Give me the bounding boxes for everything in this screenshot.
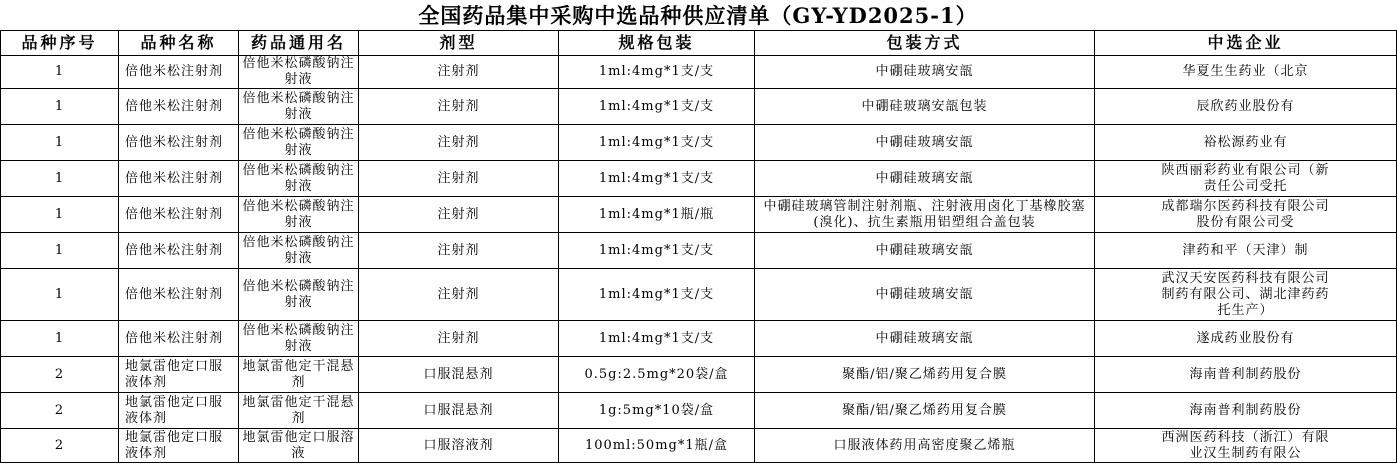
cell-company[interactable]: 遂成药业股份有 xyxy=(1095,321,1397,357)
table-row xyxy=(1,321,1397,357)
header-seq[interactable]: 品种序号 xyxy=(1,31,119,56)
cell-company[interactable]: 西洲医药科技（浙江）有限 业汉生制药有限公 xyxy=(1095,429,1397,463)
cell-dosage-form[interactable]: 注射剂 xyxy=(359,125,559,161)
supply-list-table xyxy=(0,30,1397,463)
cell-generic-name[interactable]: 倍他米松磷酸钠注射液 xyxy=(239,269,359,321)
table-row xyxy=(1,89,1397,125)
cell-dosage-form[interactable]: 注射剂 xyxy=(359,269,559,321)
table-row xyxy=(1,56,1397,89)
cell-spec[interactable]: 1ml:4mg*1瓶/瓶 xyxy=(559,197,755,233)
cell-dosage-form[interactable]: 注射剂 xyxy=(359,56,559,89)
cell-seq[interactable]: 1 xyxy=(1,161,119,197)
cell-company[interactable]: 津药和平（天津）制 xyxy=(1095,233,1397,269)
table-row xyxy=(1,125,1397,161)
table-row xyxy=(1,357,1397,393)
cell-packaging[interactable]: 中硼硅玻璃管制注射剂瓶、注射液用卤化丁基橡胶塞(溴化)、抗生素瓶用铝塑组合盖包装 xyxy=(755,197,1095,233)
cell-generic-name[interactable]: 地氯雷他定干混悬剂 xyxy=(239,357,359,393)
cell-variety[interactable]: 地氯雷他定口服液体剂 xyxy=(119,357,239,393)
cell-generic-name[interactable]: 倍他米松磷酸钠注射液 xyxy=(239,233,359,269)
cell-generic-name[interactable]: 地氯雷他定干混悬剂 xyxy=(239,393,359,429)
cell-spec[interactable]: 1ml:4mg*1支/支 xyxy=(559,321,755,357)
cell-company[interactable]: 海南普利制药股份 xyxy=(1095,393,1397,429)
cell-seq[interactable]: 1 xyxy=(1,321,119,357)
cell-generic-name[interactable]: 倍他米松磷酸钠注射液 xyxy=(239,89,359,125)
cell-variety[interactable]: 倍他米松注射剂 xyxy=(119,125,239,161)
cell-generic-name[interactable]: 地氯雷他定口服溶液 xyxy=(239,429,359,463)
cell-generic-name[interactable]: 倍他米松磷酸钠注射液 xyxy=(239,161,359,197)
cell-dosage-form[interactable]: 口服混悬剂 xyxy=(359,393,559,429)
cell-variety[interactable]: 倍他米松注射剂 xyxy=(119,56,239,89)
table-row xyxy=(1,393,1397,429)
cell-company[interactable]: 华夏生生药业（北京 xyxy=(1095,56,1397,89)
cell-spec[interactable]: 0.5g:2.5mg*20袋/盒 xyxy=(559,357,755,393)
table-row xyxy=(1,197,1397,233)
table-row xyxy=(1,161,1397,197)
cell-packaging[interactable]: 口服液体药用高密度聚乙烯瓶 xyxy=(755,429,1095,463)
cell-dosage-form[interactable]: 口服混悬剂 xyxy=(359,357,559,393)
cell-seq[interactable]: 1 xyxy=(1,269,119,321)
cell-packaging[interactable]: 中硼硅玻璃安瓿 xyxy=(755,125,1095,161)
cell-spec[interactable]: 1g:5mg*10袋/盒 xyxy=(559,393,755,429)
table-row xyxy=(1,269,1397,321)
header-generic-name[interactable]: 药品通用名 xyxy=(239,31,359,56)
cell-variety[interactable]: 地氯雷他定口服液体剂 xyxy=(119,429,239,463)
cell-variety[interactable]: 倍他米松注射剂 xyxy=(119,197,239,233)
cell-company[interactable]: 海南普利制药股份 xyxy=(1095,357,1397,393)
cell-variety[interactable]: 倍他米松注射剂 xyxy=(119,269,239,321)
cell-company[interactable]: 武汉天安医药科技有限公司 制药有限公司、湖北津药药 托生产） xyxy=(1095,269,1397,321)
cell-spec[interactable]: 1ml:4mg*1支/支 xyxy=(559,161,755,197)
document-title: 全国药品集中采购中选品种供应清单（GY-YD2025-1） xyxy=(418,3,978,28)
cell-packaging[interactable]: 中硼硅玻璃安瓿 xyxy=(755,56,1095,89)
header-spec[interactable]: 规格包装 xyxy=(559,31,755,56)
cell-company[interactable]: 辰欣药业股份有 xyxy=(1095,89,1397,125)
cell-variety[interactable]: 倍他米松注射剂 xyxy=(119,321,239,357)
cell-seq[interactable]: 1 xyxy=(1,233,119,269)
cell-generic-name[interactable]: 倍他米松磷酸钠注射液 xyxy=(239,125,359,161)
cell-packaging[interactable]: 中硼硅玻璃安瓿 xyxy=(755,269,1095,321)
cell-seq[interactable]: 2 xyxy=(1,357,119,393)
cell-generic-name[interactable]: 倍他米松磷酸钠注射液 xyxy=(239,56,359,89)
cell-seq[interactable]: 2 xyxy=(1,429,119,463)
cell-packaging[interactable]: 聚酯/铝/聚乙烯药用复合膜 xyxy=(755,393,1095,429)
cell-dosage-form[interactable]: 注射剂 xyxy=(359,161,559,197)
header-variety[interactable]: 品种名称 xyxy=(119,31,239,56)
table-row xyxy=(1,429,1397,463)
header-company[interactable]: 中选企业 xyxy=(1095,31,1397,56)
cell-spec[interactable]: 1ml:4mg*1支/支 xyxy=(559,125,755,161)
cell-packaging[interactable]: 聚酯/铝/聚乙烯药用复合膜 xyxy=(755,357,1095,393)
cell-generic-name[interactable]: 倍他米松磷酸钠注射液 xyxy=(239,321,359,357)
header-row xyxy=(1,31,1397,56)
cell-generic-name[interactable]: 倍他米松磷酸钠注射液 xyxy=(239,197,359,233)
cell-seq[interactable]: 1 xyxy=(1,125,119,161)
cell-seq[interactable]: 1 xyxy=(1,56,119,89)
cell-dosage-form[interactable]: 注射剂 xyxy=(359,89,559,125)
header-dosage-form[interactable]: 剂型 xyxy=(359,31,559,56)
cell-dosage-form[interactable]: 注射剂 xyxy=(359,233,559,269)
cell-dosage-form[interactable]: 口服溶液剂 xyxy=(359,429,559,463)
table-row xyxy=(1,233,1397,269)
cell-spec[interactable]: 1ml:4mg*1支/支 xyxy=(559,233,755,269)
cell-spec[interactable]: 1ml:4mg*1支/支 xyxy=(559,56,755,89)
cell-dosage-form[interactable]: 注射剂 xyxy=(359,197,559,233)
cell-packaging[interactable]: 中硼硅玻璃安瓿 xyxy=(755,161,1095,197)
cell-packaging[interactable]: 中硼硅玻璃安瓿 xyxy=(755,233,1095,269)
cell-packaging[interactable]: 中硼硅玻璃安瓿 xyxy=(755,321,1095,357)
cell-variety[interactable]: 倍他米松注射剂 xyxy=(119,233,239,269)
cell-company[interactable]: 裕松源药业有 xyxy=(1095,125,1397,161)
cell-spec[interactable]: 1ml:4mg*1支/支 xyxy=(559,269,755,321)
header-packaging[interactable]: 包装方式 xyxy=(755,31,1095,56)
cell-seq[interactable]: 1 xyxy=(1,89,119,125)
cell-spec[interactable]: 100ml:50mg*1瓶/盒 xyxy=(559,429,755,463)
cell-company[interactable]: 陕西丽彩药业有限公司（新 责任公司受托 xyxy=(1095,161,1397,197)
cell-spec[interactable]: 1ml:4mg*1支/支 xyxy=(559,89,755,125)
cell-variety[interactable]: 倍他米松注射剂 xyxy=(119,161,239,197)
cell-seq[interactable]: 1 xyxy=(1,197,119,233)
cell-seq[interactable]: 2 xyxy=(1,393,119,429)
cell-packaging[interactable]: 中硼硅玻璃安瓿包装 xyxy=(755,89,1095,125)
cell-company[interactable]: 成都瑞尔医药科技有限公司 股份有限公司受 xyxy=(1095,197,1397,233)
cell-variety[interactable]: 地氯雷他定口服液体剂 xyxy=(119,393,239,429)
cell-variety[interactable]: 倍他米松注射剂 xyxy=(119,89,239,125)
cell-dosage-form[interactable]: 注射剂 xyxy=(359,321,559,357)
